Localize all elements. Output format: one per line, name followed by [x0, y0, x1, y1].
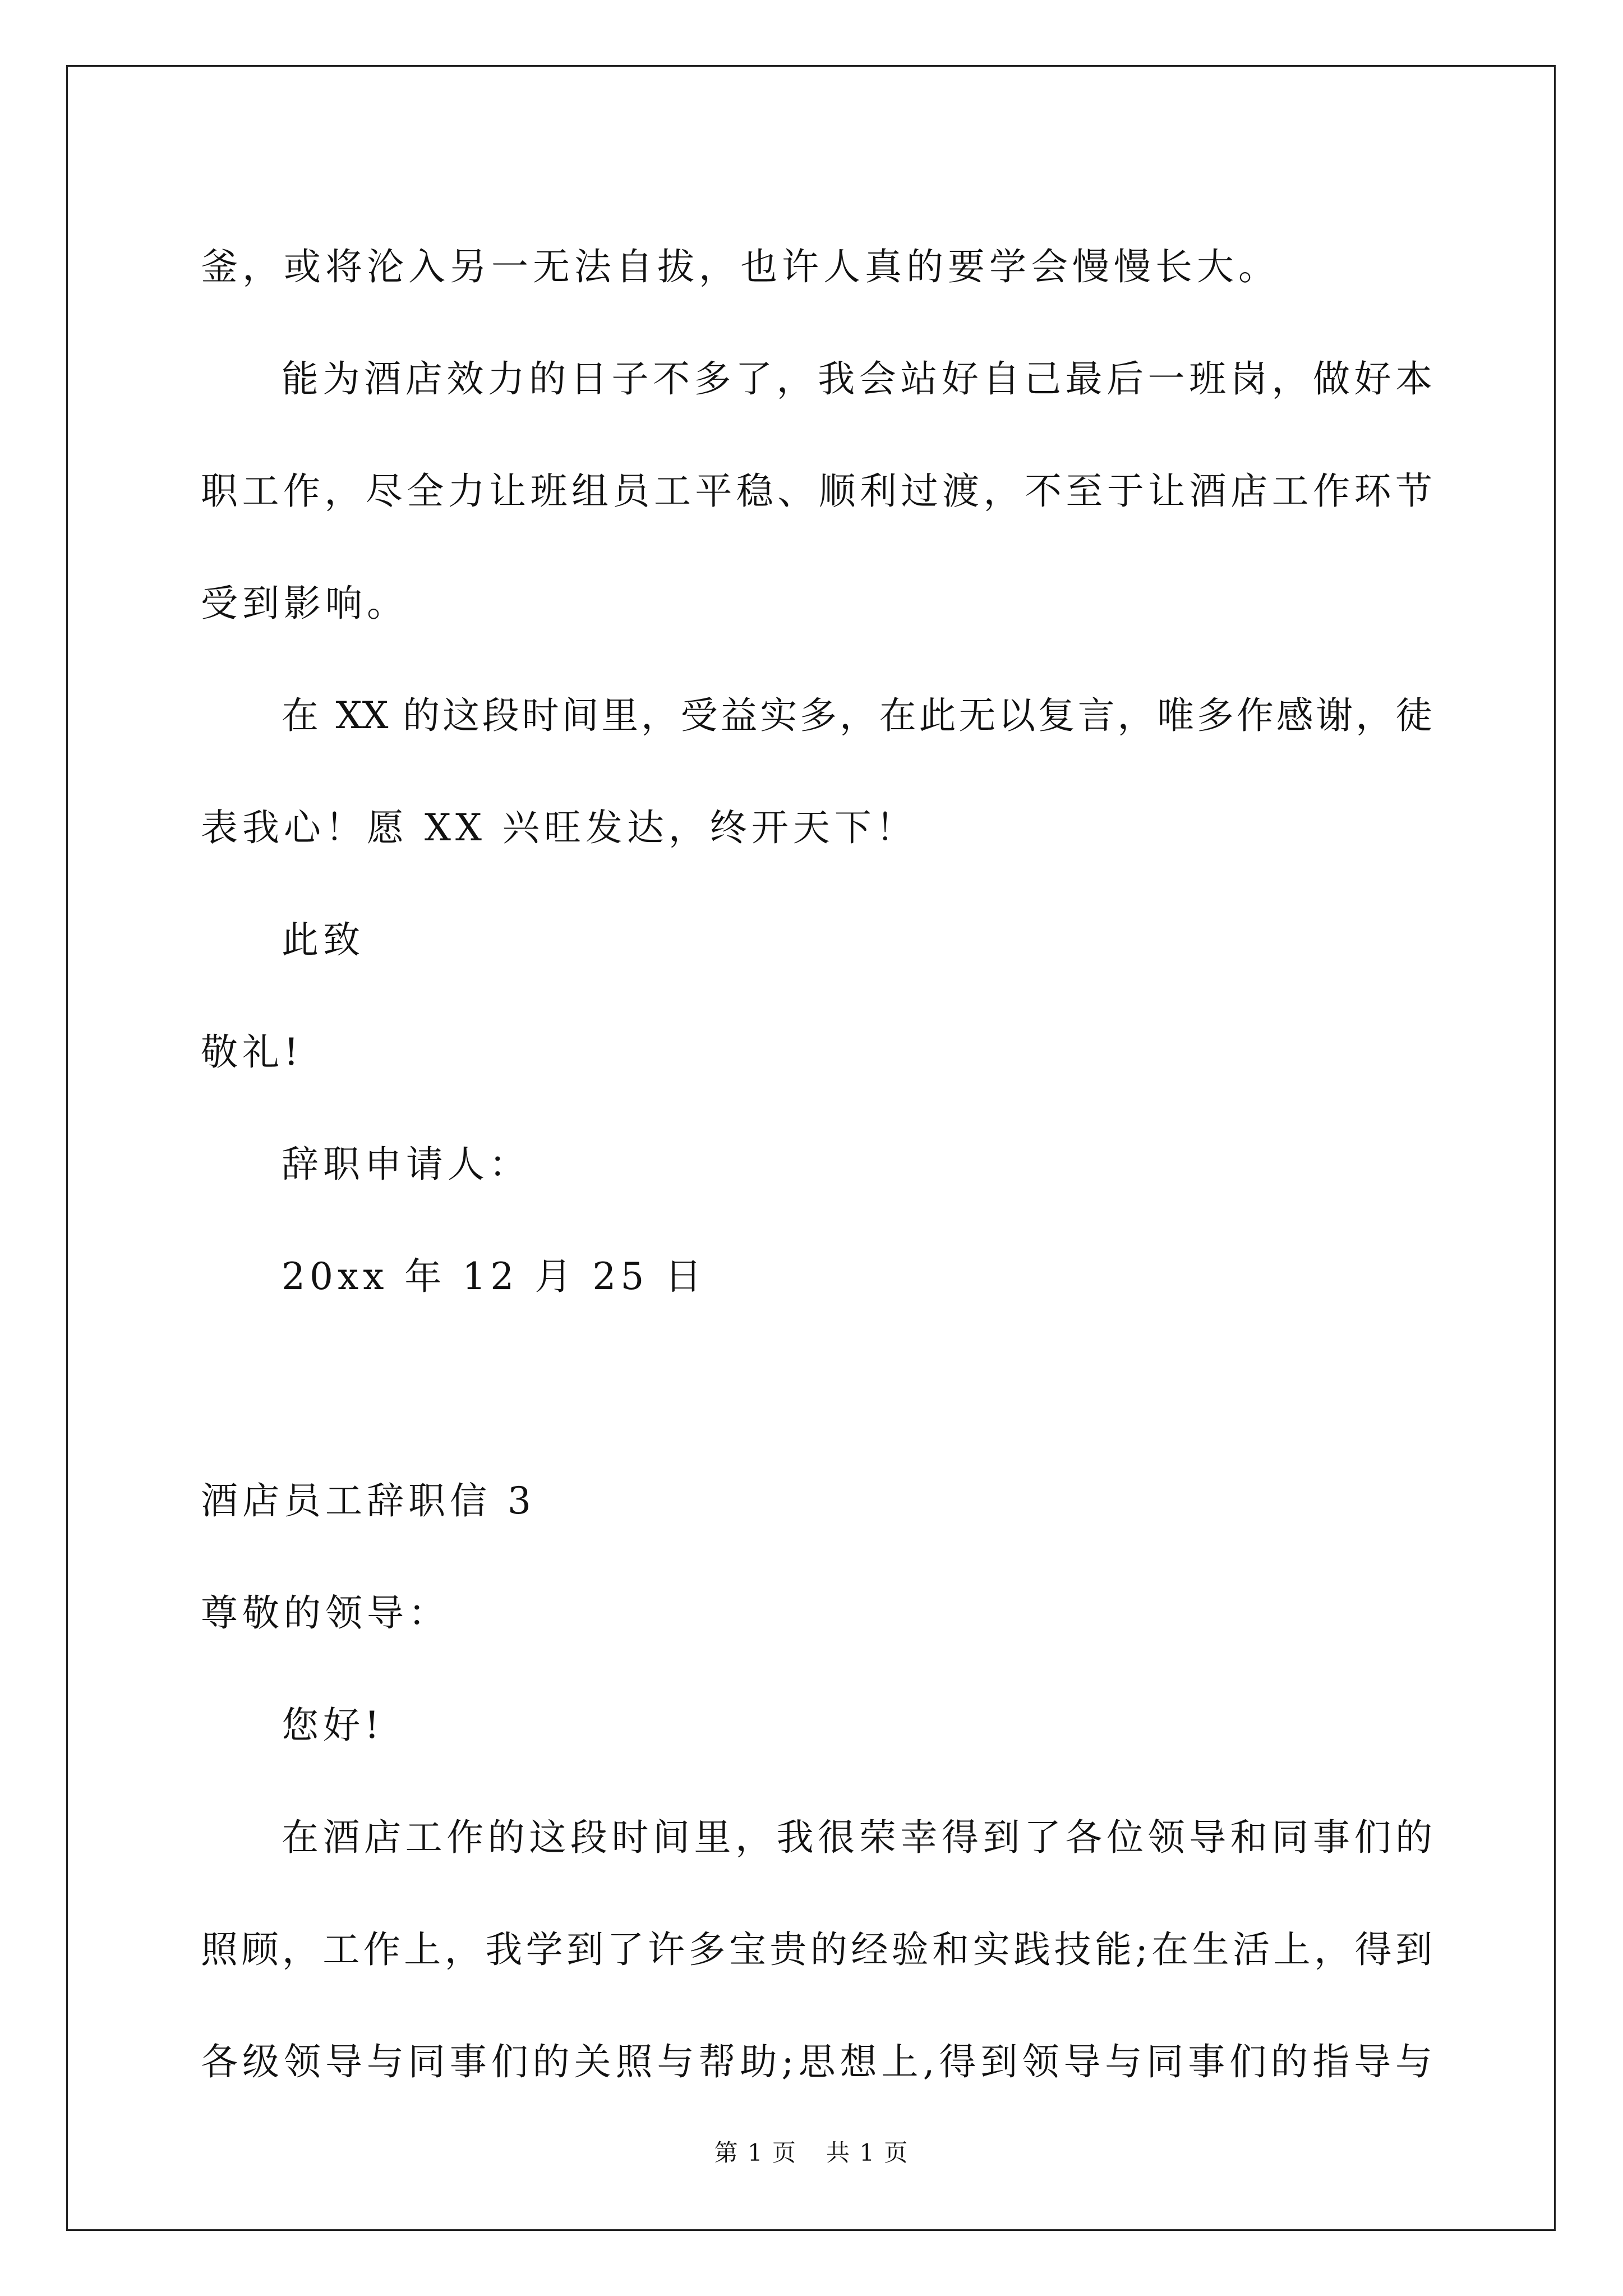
signature-label: 辞职申请人： — [282, 1143, 531, 1186]
section-title: 酒店员工辞职信 3 — [201, 1479, 536, 1522]
text-line: 能为酒店效力的日子不多了，我会站好自己最后一班岗，做好本 — [282, 357, 1432, 401]
text-line: 受到影响。 — [201, 582, 408, 625]
page-total: 共 1 页 — [826, 2139, 909, 2166]
text-line: 各级领导与同事们的关照与帮助;思想上,得到领导与同事们的指导与 — [201, 2040, 1432, 2083]
greeting: 尊敬的领导： — [201, 1591, 450, 1635]
page-number: 第 1 页 — [714, 2139, 797, 2166]
text-line: 照顾，工作上，我学到了许多宝贵的经验和实践技能;在生活上，得到 — [201, 1928, 1432, 1971]
text-line: 釜，或将沦入另一无法自拔，也许人真的要学会慢慢长大。 — [201, 245, 1280, 288]
spacer — [201, 1333, 1432, 1445]
letter-date: 20xx 年 12 月 25 日 — [282, 1255, 707, 1298]
text-line: 职工作，尽全力让班组员工平稳、顺利过渡，不至于让酒店工作环节 — [201, 470, 1432, 513]
text-line: 在酒店工作的这段时间里，我很荣幸得到了各位领导和同事们的 — [282, 1816, 1432, 1859]
closing-salutation: 此致 — [282, 918, 365, 961]
greeting-hello: 您好! — [282, 1704, 384, 1747]
text-line: 在 XX 的这段时间里，受益实多，在此无以复言，唯多作感谢，徒 — [282, 694, 1432, 737]
page-footer — [0, 2136, 1623, 2170]
letter-body — [201, 211, 1432, 2118]
closing-regards: 敬礼! — [201, 1030, 303, 1074]
text-line: 表我心！愿 XX 兴旺发达，终开天下！ — [201, 806, 917, 849]
